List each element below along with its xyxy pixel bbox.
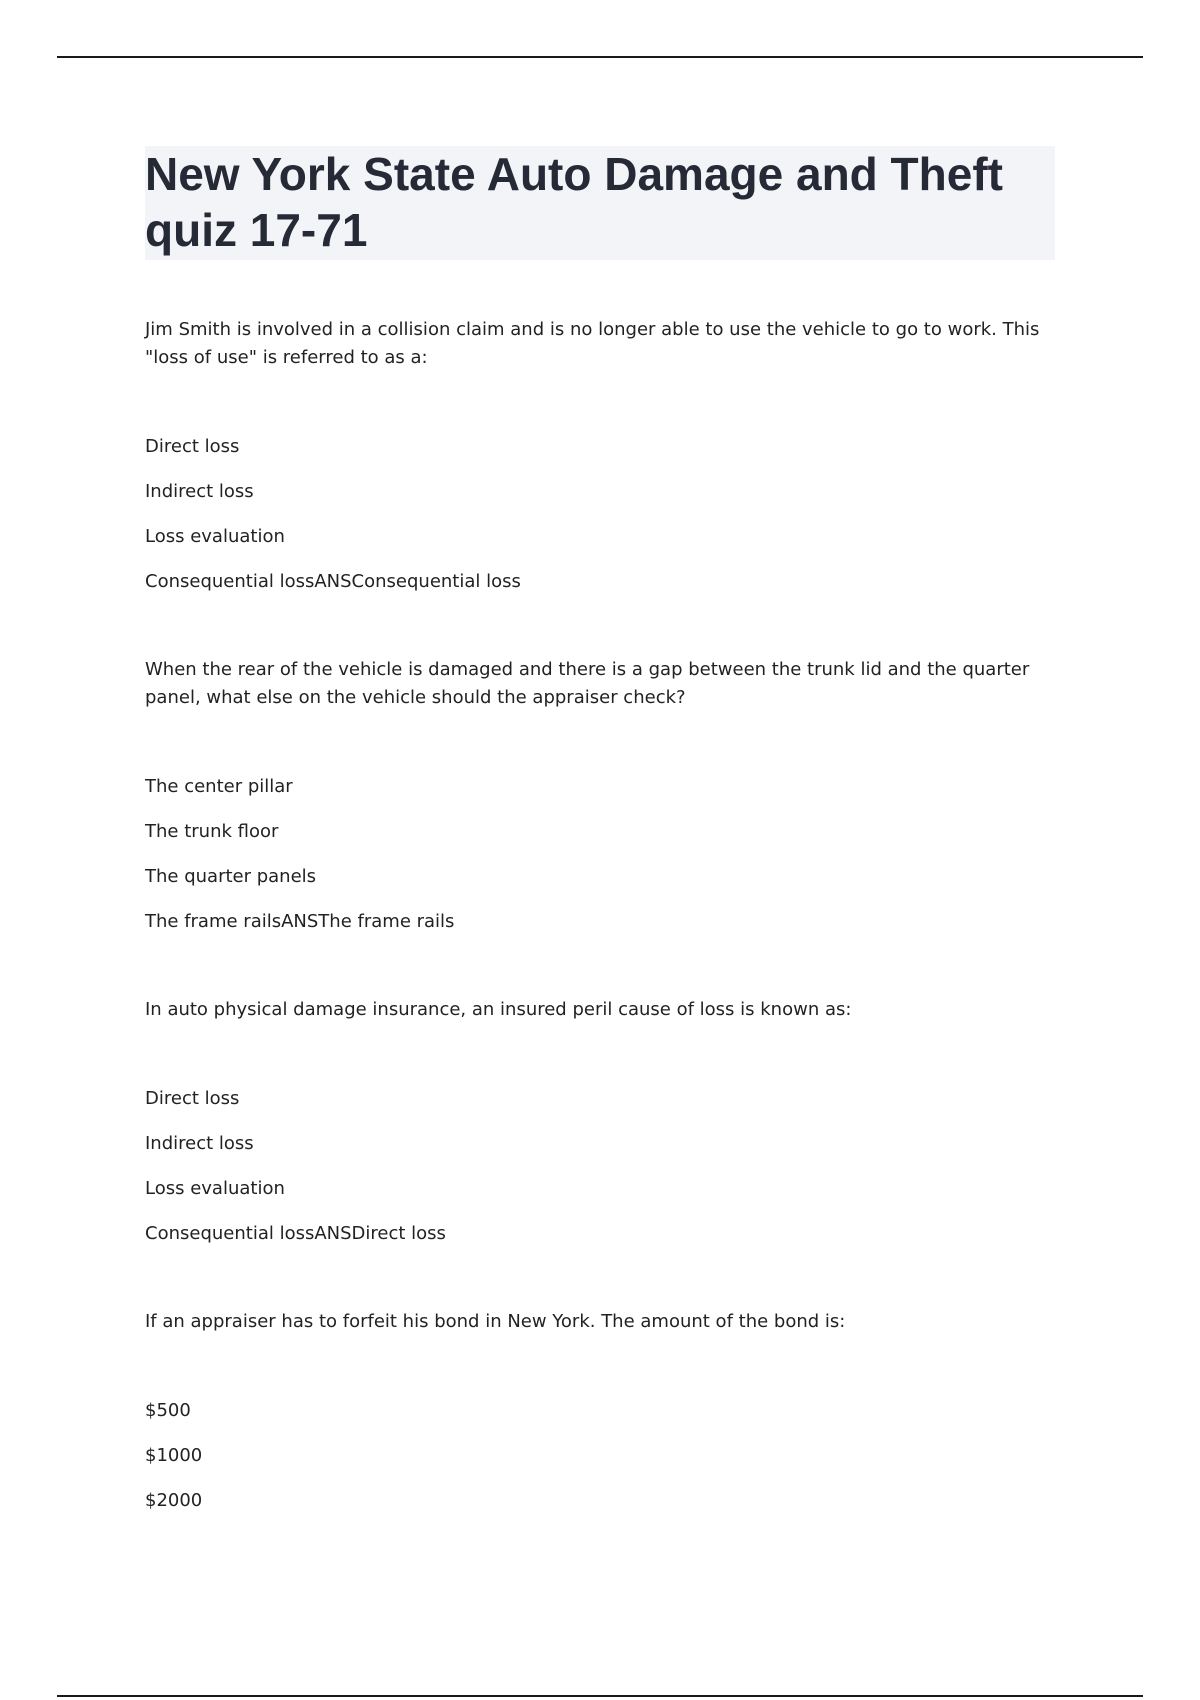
question-block-4	[145, 1308, 1055, 1515]
answer-option: The trunk floor	[145, 821, 279, 842]
question-text: If an appraiser has to forfeit his bond in New York. The amount of the bond is:	[145, 1311, 846, 1332]
answer-options	[145, 433, 1055, 596]
answer-option: Consequential lossANSDirect loss	[145, 1223, 446, 1244]
question-text: Jim Smith is involved in a collision claim and is no longer able to use the vehicle to go to work. This "loss of use" is referred to as a:	[145, 319, 1040, 368]
answer-option: Loss evaluation	[145, 1178, 285, 1199]
answer-options	[145, 1085, 1055, 1248]
page-title: New York State Auto Damage and Theft quiz 17-71	[145, 146, 1055, 260]
answer-option: Consequential lossANSConsequential loss	[145, 571, 521, 592]
answer-option: Loss evaluation	[145, 526, 285, 547]
answer-option: The center pillar	[145, 776, 293, 797]
answer-option: Direct loss	[145, 436, 240, 457]
answer-option: Indirect loss	[145, 481, 254, 502]
document-body	[145, 146, 1055, 1515]
answer-option: $2000	[145, 1490, 203, 1511]
answer-option: $500	[145, 1400, 191, 1421]
answer-options	[145, 773, 1055, 936]
answer-options	[145, 1397, 1055, 1515]
answer-option: Direct loss	[145, 1088, 240, 1109]
question-text: When the rear of the vehicle is damaged and there is a gap between the trunk lid and the quarter panel, what else on the vehicle should the appraiser check?	[145, 659, 1030, 708]
question-text: In auto physical damage insurance, an insured peril cause of loss is known as:	[145, 999, 852, 1020]
top-rule	[57, 56, 1143, 58]
answer-option: The frame railsANSThe frame rails	[145, 911, 455, 932]
bottom-rule	[57, 1695, 1143, 1697]
question-block-2	[145, 656, 1055, 936]
answer-option: Indirect loss	[145, 1133, 254, 1154]
question-block-3	[145, 996, 1055, 1248]
question-block-1	[145, 316, 1055, 596]
answer-option: The quarter panels	[145, 866, 317, 887]
answer-option: $1000	[145, 1445, 203, 1466]
